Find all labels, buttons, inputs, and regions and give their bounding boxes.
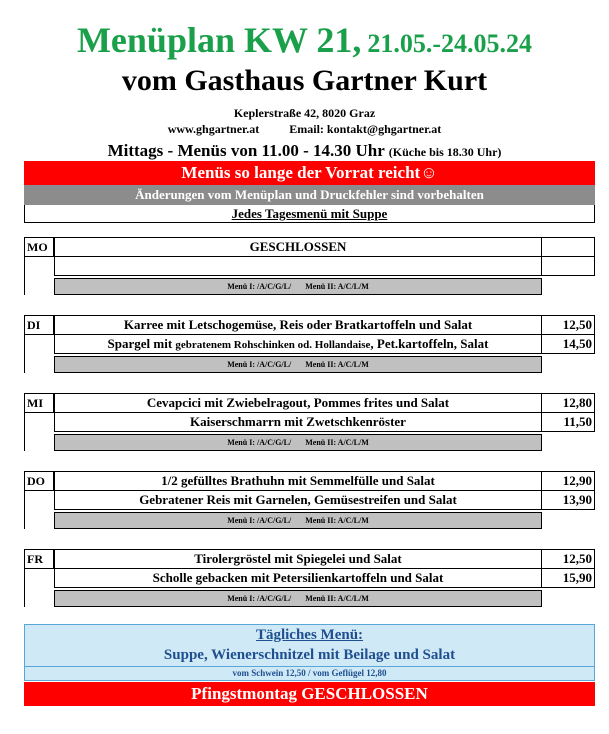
allergen-menu1: Menü I: /A/C/G/L/	[227, 438, 292, 447]
price-mo-1	[541, 237, 595, 257]
contact-line	[0, 121, 609, 137]
dish-di-2-b: gebratenem Rohschinken od. Hollandaise	[175, 339, 371, 351]
allergen-menu2: Menü II: A/C/L/M	[305, 594, 369, 603]
allergen-row-do	[54, 512, 542, 529]
price-fr-2: 15,90	[541, 568, 595, 588]
dish-di-1: Karree mit Letschogemüse, Reis oder Bratkartoffeln und Salat	[54, 315, 542, 335]
stock-banner: Menüs so lange der Vorrat reicht☺	[24, 161, 595, 185]
dish-do-1: 1/2 gefülltes Brathuhn mit Semmelfülle und Salat	[54, 471, 542, 491]
allergen-row-mo	[54, 278, 542, 295]
kitchen-hours: (Küche bis 18.30 Uhr)	[388, 145, 502, 159]
price-fr-1: 12,50	[541, 549, 595, 569]
price-mi-1: 12,80	[541, 393, 595, 413]
title-text: Menüplan KW 21,	[76, 20, 362, 60]
day-label-do: DO	[24, 471, 54, 491]
dish-do-2: Gebratener Reis mit Garnelen, Gemüsestreifen und Salat	[54, 490, 542, 510]
daily-menu-prices: vom Schwein 12,50 / vom Geflügel 12,80	[24, 667, 595, 681]
day-border-fr	[24, 569, 25, 607]
allergen-menu2: Menü II: A/C/L/M	[305, 282, 369, 291]
allergen-row-mi	[54, 434, 542, 451]
dish-di-2-a: Spargel mit	[107, 336, 176, 351]
dish-di-2-c: , Pet.kartoffeln, Salat	[370, 336, 489, 351]
price-do-1: 12,90	[541, 471, 595, 491]
day-border-mo	[24, 257, 25, 295]
dish-mi-1: Cevapcici mit Zwiebelragout, Pommes frites und Salat	[54, 393, 542, 413]
email-link[interactable]: Email: kontakt@ghgartner.at	[289, 122, 442, 136]
day-label-di: DI	[24, 315, 54, 335]
disclaimer-banner: Änderungen vom Menüplan und Druckfehler sind vorbehalten	[24, 185, 595, 205]
dish-mo-1: GESCHLOSSEN	[54, 237, 542, 257]
price-mi-2: 11,50	[541, 412, 595, 432]
address: Keplerstraße 42, 8020 Graz	[233, 106, 376, 120]
opening-hours	[0, 140, 609, 163]
price-do-2: 13,90	[541, 490, 595, 510]
daily-menu-box	[24, 624, 595, 667]
allergen-menu1: Menü I: /A/C/G/L/	[227, 594, 292, 603]
day-border-do	[24, 491, 25, 529]
allergen-row-di	[54, 356, 542, 373]
price-mo-2	[541, 256, 595, 276]
day-label-mi: MI	[24, 393, 54, 413]
closed-banner: Pfingstmontag GESCHLOSSEN	[24, 682, 595, 706]
hours-text: Mittags - Menüs von 11.00 - 14.30 Uhr	[107, 141, 385, 160]
allergen-menu1: Menü I: /A/C/G/L/	[227, 282, 292, 291]
allergen-menu2: Menü II: A/C/L/M	[305, 360, 369, 369]
dish-mi-2: Kaiserschmarrn mit Zwetschkenröster	[54, 412, 542, 432]
title-dates: 21.05.-24.05.24	[367, 29, 533, 58]
price-di-1: 12,50	[541, 315, 595, 335]
allergen-menu1: Menü I: /A/C/G/L/	[227, 516, 292, 525]
restaurant-name: vom Gasthaus Gartner Kurt	[121, 64, 488, 97]
allergen-menu2: Menü II: A/C/L/M	[305, 438, 369, 447]
soup-banner	[24, 205, 595, 223]
daily-menu-dish: Suppe, Wienerschnitzel mit Beilage und Salat	[163, 647, 456, 663]
allergen-menu1: Menü I: /A/C/G/L/	[227, 360, 292, 369]
dish-fr-1: Tirolergröstel mit Spiegelei und Salat	[54, 549, 542, 569]
day-label-mo: MO	[24, 237, 54, 257]
day-label-fr: FR	[24, 549, 54, 569]
allergen-row-fr	[54, 590, 542, 607]
website-link[interactable]: www.ghgartner.at	[167, 122, 260, 136]
daily-menu-title: Tägliches Menü:	[255, 627, 364, 643]
soup-text: Jedes Tagesmenü mit Suppe	[231, 206, 388, 221]
page-title	[0, 18, 609, 66]
day-border-mi	[24, 413, 25, 451]
dish-fr-2: Scholle gebacken mit Petersilienkartoffeln und Salat	[54, 568, 542, 588]
dish-di-2	[54, 334, 542, 354]
dish-mo-2	[54, 256, 542, 276]
day-border-di	[24, 335, 25, 373]
allergen-menu2: Menü II: A/C/L/M	[305, 516, 369, 525]
price-di-2: 14,50	[541, 334, 595, 354]
